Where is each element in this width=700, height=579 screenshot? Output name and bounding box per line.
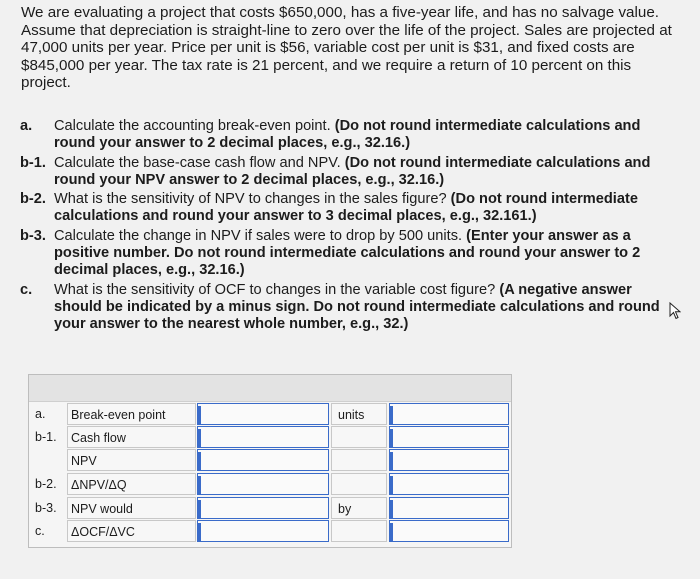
question-label: b-2.: [20, 191, 46, 208]
question-instructions: (A negative answer should be indicated by a minus sign. Do not round intermediate calculations and round your answer to the nearest whole number, e.g., 32.): [54, 281, 660, 333]
input-focus-marker: [390, 523, 393, 541]
input-focus-marker: [390, 452, 393, 470]
table-header: [29, 375, 511, 402]
answer-input-secondary[interactable]: [389, 426, 509, 448]
answer-input[interactable]: [197, 497, 329, 519]
answer-input[interactable]: [197, 403, 329, 425]
row-unit: [331, 426, 387, 448]
problem-statement: We are evaluating a project that costs $650,000, has a five-year life, and has no salvage value. Assume that depreciation is straight-line to zero over the life of the project. Sales are projected at 47,000 units per year. Price per unit is $56, variable cost per unit is $31, and fixed costs are $845,000 per year. The tax rate is 21 percent, and we require a return of 10 percent on this project.: [21, 4, 672, 91]
question-c: [20, 282, 660, 334]
answer-input[interactable]: [197, 473, 329, 495]
input-focus-marker: [198, 406, 201, 424]
question-text: Calculate the accounting break-even point.: [54, 118, 335, 134]
question-instructions: (Do not round intermediate calculations and round your NPV answer to 2 decimal places, e.g., 32.16.): [54, 154, 651, 188]
row-letter: a.: [35, 407, 46, 421]
question-text: What is the sensitivity of NPV to changes in the sales figure?: [54, 191, 451, 208]
input-focus-marker: [390, 406, 393, 424]
question-label: b-1.: [20, 154, 46, 171]
table-row: [29, 449, 511, 471]
row-unit: units: [331, 403, 387, 425]
input-focus-marker: [390, 429, 393, 447]
answer-input[interactable]: [197, 520, 329, 542]
row-unit: [331, 449, 387, 471]
mouse-cursor-icon: [669, 302, 681, 320]
row-letter: b-3.: [35, 501, 57, 515]
row-unit: [331, 473, 387, 495]
question-b2: [20, 191, 660, 226]
input-focus-marker: [198, 500, 201, 518]
input-focus-marker: [198, 429, 201, 447]
row-label: Cash flow: [67, 426, 196, 448]
table-row: [29, 403, 511, 425]
answer-input-secondary[interactable]: [389, 497, 509, 519]
row-label: ΔOCF/ΔVC: [67, 520, 196, 542]
table-row: [29, 473, 511, 495]
question-instructions: (Do not round intermediate calculations and round your answer to 2 decimal places, e.g., 32.16.): [54, 118, 641, 152]
row-label: NPV: [67, 449, 196, 471]
answer-input[interactable]: [197, 449, 329, 471]
input-focus-marker: [198, 452, 201, 470]
input-focus-marker: [390, 476, 393, 494]
answer-input-secondary[interactable]: [389, 520, 509, 542]
input-focus-marker: [198, 476, 201, 494]
input-focus-marker: [198, 523, 201, 541]
table-row: [29, 520, 511, 542]
question-a: [20, 118, 660, 153]
answer-table: [28, 374, 512, 548]
table-row: [29, 497, 511, 519]
table-row: [29, 426, 511, 448]
answer-input-secondary[interactable]: [389, 403, 509, 425]
row-letter: [31, 449, 67, 471]
row-label: ΔNPV/ΔQ: [67, 473, 196, 495]
question-label: b-3.: [20, 227, 46, 244]
question-label: a.: [20, 118, 33, 134]
input-focus-marker: [390, 500, 393, 518]
question-text: What is the sensitivity of OCF to changes in the variable cost figure?: [54, 281, 500, 298]
row-letter: b-2.: [35, 477, 57, 491]
row-letter: b-1.: [35, 430, 57, 444]
row-label: Break-even point: [67, 403, 196, 425]
row-label: NPV would: [67, 497, 196, 519]
question-b1: [20, 155, 660, 190]
question-text: Calculate the change in NPV if sales were to drop by 500 units.: [54, 227, 467, 244]
row-unit: [331, 520, 387, 542]
row-letter: c.: [35, 524, 45, 538]
question-list: [20, 118, 660, 336]
question-instructions: (Enter your answer as a positive number. Do not round intermediate calculations and round your answer to 2 decimal places, e.g., 32.16.): [54, 227, 641, 279]
question-text: Calculate the base-case cash flow and NPV.: [54, 154, 345, 171]
question-instructions: (Do not round intermediate calculations and round your answer to 3 decimal places, e.g., 32.161.): [54, 191, 638, 225]
question-label: c.: [20, 281, 33, 298]
answer-input-secondary[interactable]: [389, 473, 509, 495]
question-b3: [20, 228, 660, 280]
row-unit: by: [331, 497, 387, 519]
answer-input-secondary[interactable]: [389, 449, 509, 471]
answer-input[interactable]: [197, 426, 329, 448]
